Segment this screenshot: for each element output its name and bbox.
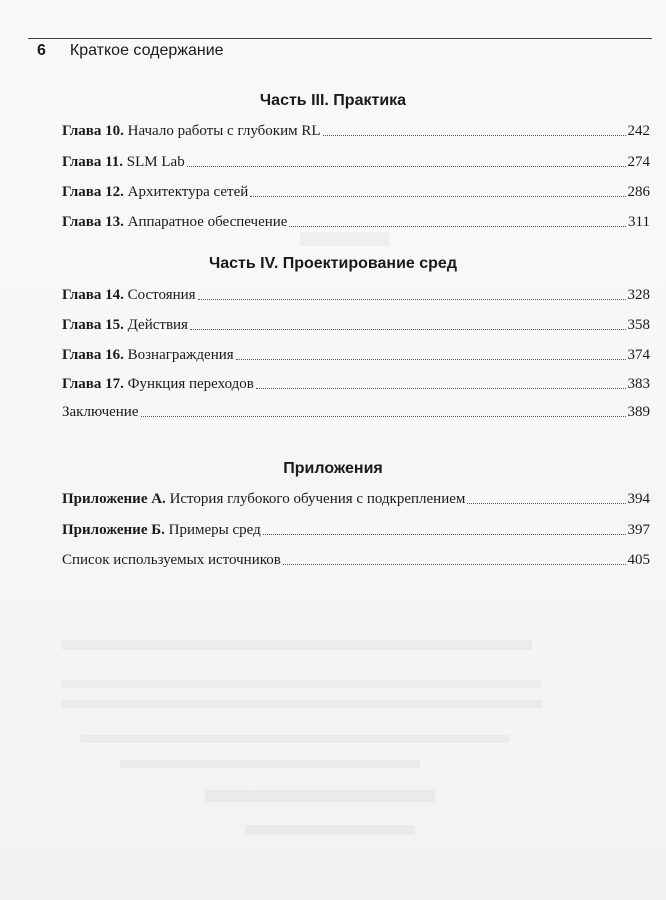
toc-page-number: 311 (628, 214, 650, 230)
toc-page-number: 358 (627, 317, 650, 333)
toc-label: Заключение (62, 404, 139, 420)
toc-page-number: 394 (627, 491, 650, 507)
toc-label: Глава 15. Действия (62, 317, 188, 333)
dot-leader (187, 165, 626, 167)
toc-entry[interactable] (62, 521, 650, 539)
section-title: Часть III. Практика (259, 92, 407, 109)
running-header (37, 42, 224, 60)
toc-entry[interactable] (62, 316, 650, 334)
dot-leader (467, 502, 625, 504)
dot-leader (190, 328, 626, 330)
toc-entry[interactable] (62, 375, 650, 393)
dot-leader (263, 533, 626, 535)
toc-label: Глава 17. Функция переходов (62, 376, 254, 392)
page-number: 6 (37, 42, 46, 59)
dot-leader (250, 195, 625, 197)
dot-leader (289, 225, 626, 227)
show-through-smudge (80, 735, 510, 743)
show-through-smudge (300, 232, 390, 246)
show-through-smudge (120, 760, 420, 768)
section-title: Часть IV. Проектирование сред (209, 255, 457, 272)
toc-page-number: 274 (627, 154, 650, 170)
toc-page-number: 397 (627, 522, 650, 538)
toc-label: Приложение Б. Примеры сред (62, 522, 261, 538)
show-through-smudge (62, 680, 542, 688)
toc-entry[interactable] (62, 183, 650, 201)
toc-page-number: 374 (627, 347, 650, 363)
toc-label: Список используемых источников (62, 552, 281, 568)
toc-entry[interactable] (62, 346, 650, 364)
show-through-smudge (245, 825, 415, 835)
running-title: Краткое содержание (69, 42, 224, 59)
toc-entry[interactable] (62, 551, 650, 569)
toc-label: Приложение А. История глубокого обучения с подкреплением (62, 491, 466, 507)
toc-entry[interactable] (62, 213, 650, 231)
dot-leader (256, 387, 626, 389)
section-title: Приложения (283, 460, 383, 477)
toc-page-number: 405 (627, 552, 650, 568)
dot-leader (323, 134, 626, 136)
toc-entry[interactable] (62, 490, 650, 508)
toc-label: Глава 16. Вознаграждения (62, 347, 234, 363)
toc-page-number: 328 (627, 287, 650, 303)
dot-leader (198, 298, 626, 300)
toc-page-number: 389 (627, 404, 650, 420)
toc-entry[interactable] (62, 403, 650, 421)
toc-entry[interactable] (62, 122, 650, 140)
toc-label: Глава 10. Начало работы с глубоким RL (62, 123, 321, 139)
show-through-smudge (62, 700, 542, 708)
toc-page-number: 286 (627, 184, 650, 200)
toc-entry[interactable] (62, 153, 650, 171)
toc-label: Глава 13. Аппаратное обеспечение (62, 214, 288, 230)
show-through-smudge (62, 640, 532, 650)
toc-label: Глава 14. Состояния (62, 287, 196, 303)
header-rule (28, 38, 652, 39)
dot-leader (236, 358, 626, 360)
toc-entry[interactable] (62, 286, 650, 304)
dot-leader (283, 563, 626, 565)
dot-leader (141, 415, 626, 417)
show-through-smudge (205, 790, 435, 802)
toc-label: Глава 12. Архитектура сетей (62, 184, 249, 200)
toc-page-number: 242 (627, 123, 650, 139)
toc-label: Глава 11. SLM Lab (62, 154, 185, 170)
toc-page-number: 383 (627, 376, 650, 392)
